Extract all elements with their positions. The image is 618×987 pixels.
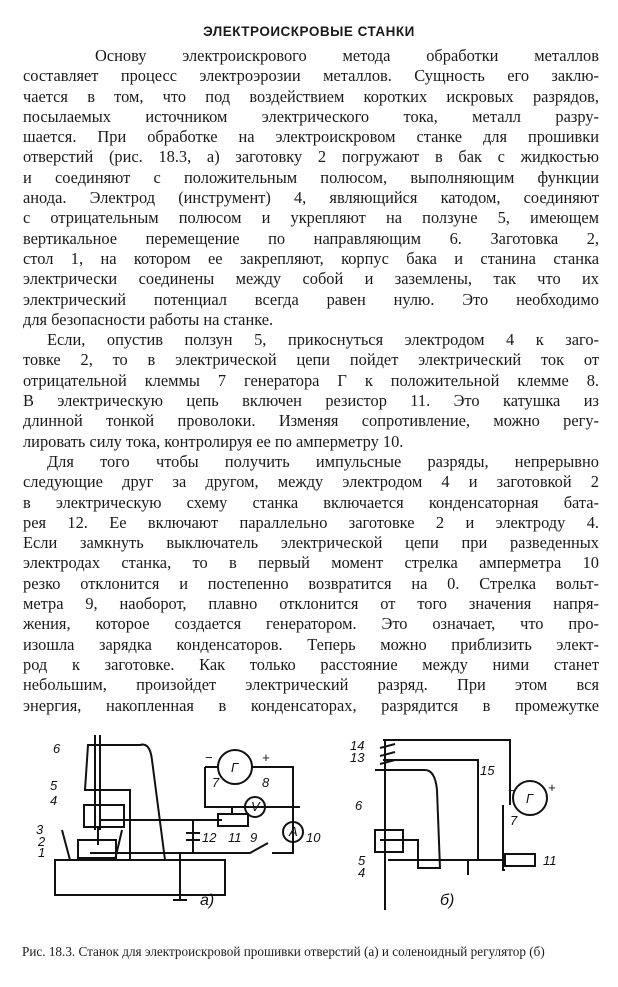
figure-label: − [205,750,213,765]
figure-label: 15 [480,763,495,778]
sublabel-b: б) [440,892,455,909]
text-line: стол 1, на котором ее закрепляют, корпус бака и станина станка [23,248,599,268]
text-line: для безопасности работы на станке. [23,309,274,329]
text-line: анода. Электрод (инструмент) 4, являющийся катодом, соединяют [23,188,599,208]
figure-label: + [548,780,556,795]
text-line: товке 2, то в электрической цепи пойдет электрический ток от [23,350,599,370]
text-line: составляет процесс электроэрозии металлов. Сущность его заклю- [23,66,599,86]
capacitor [186,820,200,853]
figure-label: 3 [36,822,44,837]
figure-label: 4 [358,865,366,880]
resistor [218,814,248,826]
circuit-b [388,785,510,875]
figure-label: 7 [212,775,220,790]
figure-caption: Рис. 18.3. Станок для электроискровой прошивки отверстий (а) и соленоидный регулятор (б) [22,944,545,959]
figure-a [36,735,321,909]
machine-base [55,860,225,895]
text-line: электрический потенциал всегда равен нулю. Это необходимо [23,289,599,309]
figure-label: 5 [50,778,58,793]
text-line: вертикальное перемещение по направляющим 6. Заготовка 2, [23,228,599,248]
figure-label: 13 [350,750,365,765]
figure-18-3 [0,730,618,940]
figure-label: Г [526,791,534,806]
figure-label: 8 [262,775,270,790]
figure-label: 11 [228,830,242,845]
figure-label: 6 [355,798,363,813]
text-line: электродах станка, то в первый момент стрелка амперметра 10 [23,553,599,573]
figure-label: 5 [358,853,366,868]
figure-label: Г [231,760,239,775]
sublabel-a: а) [200,892,215,909]
figure-label: 7 [510,813,518,828]
figure-label: 14 [350,738,365,753]
figure-label: V [251,799,260,814]
text-line: изошла зарядка конденсаторов. Теперь можно приблизить элект- [23,634,599,654]
tank [62,830,122,860]
figure-label: 1 [38,845,46,860]
text-line: длинной тонкой проволоки. Изменяя сопротивление, можно регу- [23,411,599,431]
text-line: лировать силу тока, контролируя ее по амперметру 10. [23,431,404,451]
text-line: в электрическую схему станка включается конденсаторная бата- [23,492,599,512]
text-line: Основу электроискрового метода обработки металлов [95,46,599,65]
text-line: В электрическую цепь включен резистор 11. Это катушка из [23,391,599,411]
figure-label: 9 [250,830,258,845]
text-line: электрически соединены между собой и заземлены, так что их [23,269,599,289]
figure-b [350,738,557,910]
frame-b [375,740,510,868]
section-title: ЭЛЕКТРОИСКРОВЫЕ СТАНКИ [203,24,415,39]
text-line: шается. При обработке на электроискровом станке для прошивки [23,127,599,147]
text-line: резко отклонится и постепенно возвратится на 0. Стрелка вольт- [23,573,599,593]
figure-label: − [508,783,516,798]
resistor-b [505,854,535,866]
text-line: жения, которое создается генератором. Это означает, что про- [23,614,599,634]
text-line: небольшим, произойдет электрический разряд. При этом вся [23,675,599,695]
text-line: род к заготовке. Как только расстояние между ними станет [23,654,599,674]
spindle-column [95,735,100,830]
figure-label: 4 [50,793,58,808]
text-line: отверстий (рис. 18.3, а) заготовку 2 погружают в бак с жидкостью [23,147,599,167]
text-line: метра 9, наоборот, плавно отклонится от того значения напря- [23,594,599,614]
text-line: Если, опустив ползун 5, прикоснуться электродом 4 к заго- [47,330,599,350]
body-text [23,46,599,716]
slider [84,805,124,827]
text-line: с отрицательным полюсом и укрепляют на ползуне 5, имеющем [23,208,599,228]
text-line: и соединяют с положительным полюсом, выполняющим функции [23,167,599,187]
figure-label: 10 [306,830,321,845]
text-line: чается в том, что под воздействием коротких искровых разрядов, [23,86,599,106]
figure-label: A [289,824,298,839]
text-line: отрицательной клеммы 7 генератора Г к положительной клемме 8. [23,370,599,390]
text-line: посылаемых источником электрического тока, металл разру- [23,106,599,126]
figure-label: 11 [543,853,557,868]
text-line: Для того чтобы получить импульсные разряды, непрерывно [47,451,599,471]
figure-label: 2 [38,834,46,849]
figure-label: 6 [53,741,61,756]
text-line: энергия, накопленная в конденсаторах, разрядится в промежутке [23,695,599,715]
text-line: следующие друг за другом, между электродом 4 и заготовкой 2 [23,472,599,492]
text-line: рея 12. Ее включают параллельно заготовке 2 и электроду 4. [23,512,599,532]
figure-label: + [262,750,270,765]
solenoid-coil [380,744,395,764]
text-line: Если замкнуть выключатель электрической цепи при разведенных [23,533,599,553]
figure-label: 12 [202,830,217,845]
